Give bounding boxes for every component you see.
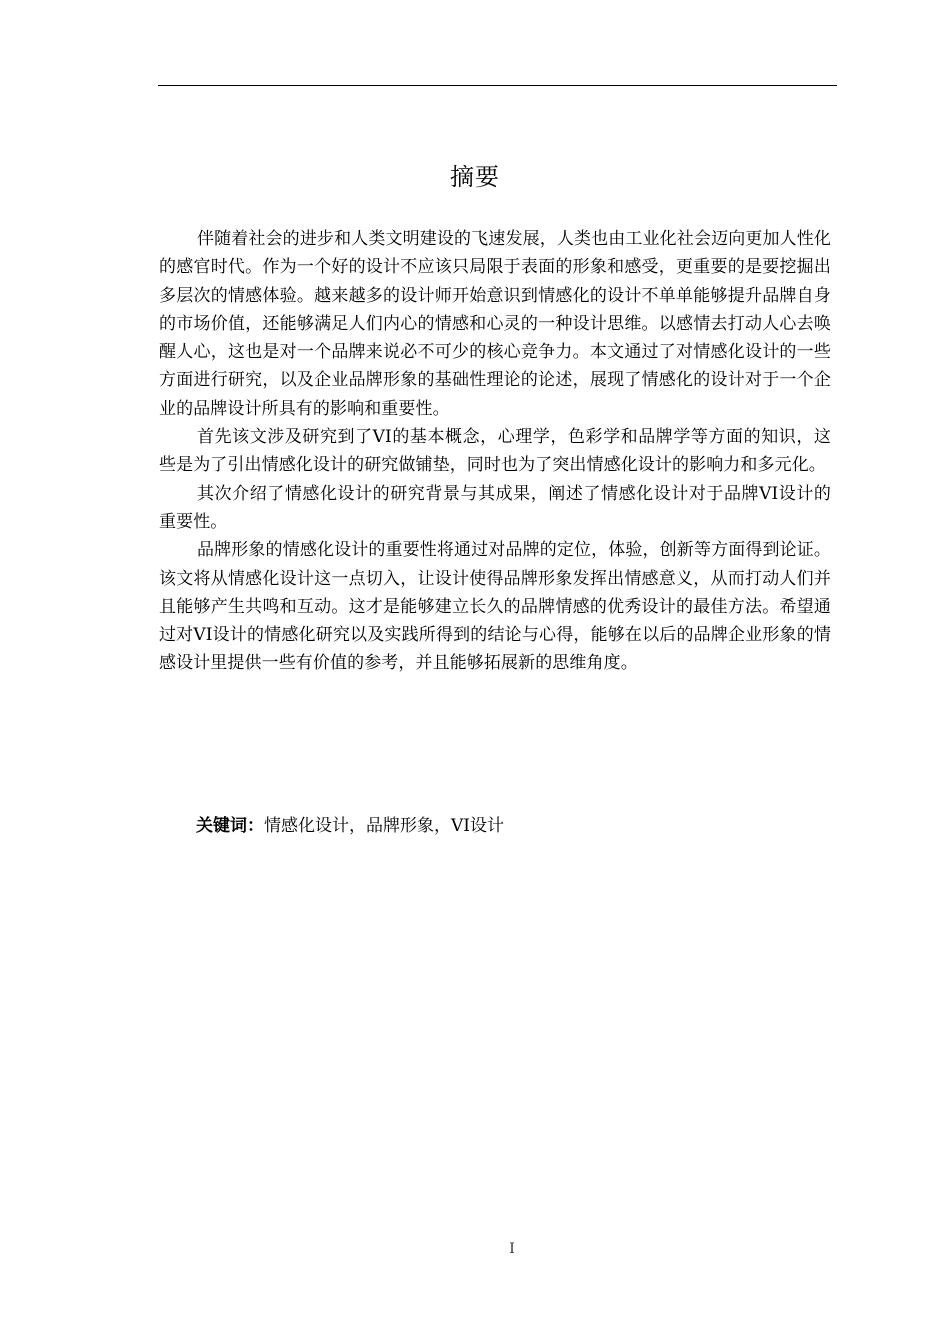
- page-title: 摘要: [450, 163, 500, 191]
- keywords-value: 情感化设计，品牌形象，VI设计: [264, 816, 504, 836]
- abstract-paragraph-2: 首先该文涉及研究到了VI的基本概念，心理学，色彩学和品牌学等方面的知识，这些是为了引出情感化设计的研究做铺垫，同时也为了突出情感化设计的影响力和多元化。: [159, 427, 831, 476]
- abstract-body: [159, 225, 831, 678]
- keywords-label: 关键词：: [196, 816, 264, 836]
- keywords-line: [196, 812, 504, 840]
- abstract-paragraph-4: 品牌形象的情感化设计的重要性将通过对品牌的定位，体验，创新等方面得到论证。该文将从情感化设计这一点切入，让设计使得品牌形象发挥出情感意义，从而打动人们并且能够产生共鸣和互动。这才是能够建立长久的品牌情感的优秀设计的最佳方法。希望通过对VI设计的情感化研究以及实践所得到的结论与心得，能够在以后的品牌企业形象的情感设计里提供一些有价值的参考，并且能够拓展新的思维角度。: [159, 540, 831, 674]
- page-number: I: [509, 1241, 515, 1257]
- abstract-paragraph-1: 伴随着社会的进步和人类文明建设的飞速发展，人类也由工业化社会迈向更加人性化的感官时代。作为一个好的设计不应该只局限于表面的形象和感受，更重要的是要挖掘出多层次的情感体验。越来越多的设计师开始意识到情感化的设计不单单能够提升品牌自身的市场价值，还能够满足人们内心的情感和心灵的一种设计思维。以感情去打动人心去唤醒人心，这也是对一个品牌来说必不可少的核心竞争力。本文通过了对情感化设计的一些方面进行研究，以及企业品牌形象的基础性理论的论述，展现了情感化的设计对于一个企业的品牌设计所具有的影响和重要性。: [159, 229, 831, 419]
- abstract-paragraph-3: 其次介绍了情感化设计的研究背景与其成果，阐述了情感化设计对于品牌VI设计的重要性。: [159, 483, 831, 532]
- header-rule: [158, 85, 837, 86]
